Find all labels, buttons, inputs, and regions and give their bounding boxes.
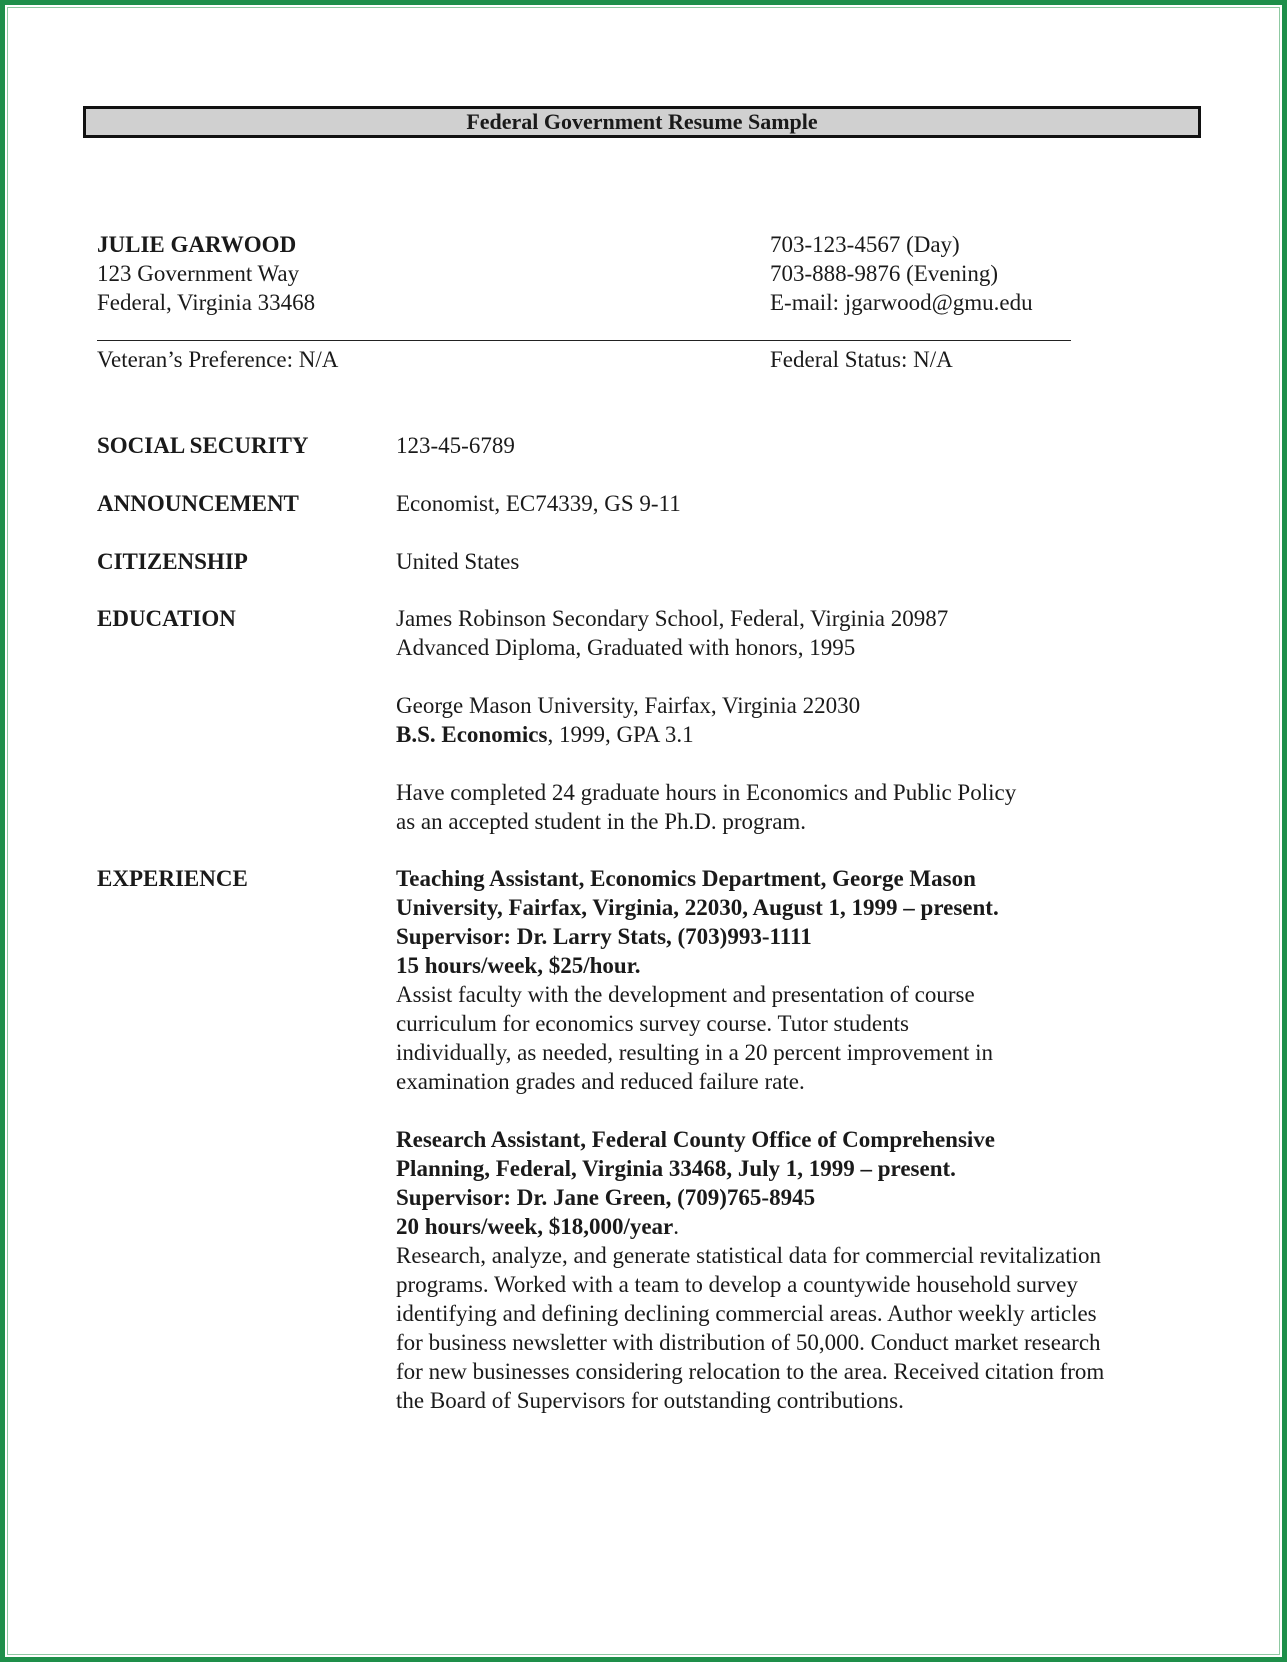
job-1-desc-line: examination grades and reduced failure rate. xyxy=(396,1069,805,1094)
job-1-hours: 15 hours/week, $25/hour. xyxy=(396,953,641,978)
education-note-line-2: as an accepted student in the Ph.D. program. xyxy=(396,809,807,834)
address-line-2: Federal, Virginia 33468 xyxy=(97,290,316,315)
job-2-supervisor: Supervisor: Dr. Jane Green, (709)765-8945 xyxy=(396,1185,816,1210)
phone-evening: 703-888-9876 (Evening) xyxy=(770,261,999,286)
job-2-desc-line: Research, analyze, and generate statistical data for commercial revitalization xyxy=(396,1243,1101,1268)
job-1-title-line-1: Teaching Assistant, Economics Department, George Mason xyxy=(396,866,976,891)
school-1-line-2: Advanced Diploma, Graduated with honors, 1995 xyxy=(396,635,856,660)
job-2-hours-suffix: . xyxy=(673,1214,680,1239)
announcement-label: ANNOUNCEMENT xyxy=(97,491,299,516)
education-details xyxy=(396,604,1016,836)
citizenship-value: United States xyxy=(396,549,520,574)
job-1-title-line-2: University, Fairfax, Virginia, 22030, August 1, 1999 – present. xyxy=(396,895,999,920)
education-label: EDUCATION xyxy=(97,606,236,631)
citizenship-label: CITIZENSHIP xyxy=(97,549,248,574)
job-1-desc-line: Assist faculty with the development and presentation of course xyxy=(396,982,975,1007)
job-2-title-line-1: Research Assistant, Federal County Office of Comprehensive xyxy=(396,1127,995,1152)
job-2-title-line-2: Planning, Federal, Virginia 33468, July 1, 1999 – present. xyxy=(396,1156,956,1181)
job-1-desc-line: individually, as needed, resulting in a 20 percent improvement in xyxy=(396,1040,993,1065)
federal-status: Federal Status: N/A xyxy=(770,347,953,372)
announcement-value: Economist, EC74339, GS 9-11 xyxy=(396,491,681,516)
job-2-desc-line: for business newsletter with distribution of 50,000. Conduct market research xyxy=(396,1330,1101,1355)
job-1-desc-line: curriculum for economics survey course. Tutor students xyxy=(396,1011,909,1036)
page-title xyxy=(83,106,1201,138)
job-2-hours-line xyxy=(396,1212,1104,1241)
email: E-mail: jgarwood@gmu.edu xyxy=(770,290,1033,315)
experience-details xyxy=(396,864,1104,1415)
experience-label: EXPERIENCE xyxy=(97,866,248,891)
school-2-degree: B.S. Economics xyxy=(396,722,548,747)
job-2-hours: 20 hours/week, $18,000/year xyxy=(396,1214,674,1239)
education-note-line-1: Have completed 24 graduate hours in Economics and Public Policy xyxy=(396,780,1017,805)
school-2-line-1: George Mason University, Fairfax, Virginia 22030 xyxy=(396,693,861,718)
school-2-details: , 1999, GPA 3.1 xyxy=(547,722,694,747)
address-line-1: 123 Government Way xyxy=(97,261,300,286)
page-title-text: Federal Government Resume Sample xyxy=(466,109,818,134)
social-security-value: 123-45-6789 xyxy=(396,433,515,458)
job-2-desc-line: for new businesses considering relocation to the area. Received citation from xyxy=(396,1359,1105,1384)
phone-day: 703-123-4567 (Day) xyxy=(770,232,960,257)
veterans-preference: Veteran’s Preference: N/A xyxy=(97,347,339,372)
school-2-line-2 xyxy=(396,720,1016,749)
job-2-desc-line: programs. Worked with a team to develop a countywide household survey xyxy=(396,1272,1078,1297)
job-2-desc-line: the Board of Supervisors for outstanding contributions. xyxy=(396,1388,904,1413)
social-security-label: SOCIAL SECURITY xyxy=(97,433,309,458)
job-2-desc-line: identifying and defining declining commercial areas. Author weekly articles xyxy=(396,1301,1097,1326)
job-1-supervisor: Supervisor: Dr. Larry Stats, (703)993-1111 xyxy=(396,924,812,949)
applicant-name: JULIE GARWOOD xyxy=(97,232,297,257)
header-divider xyxy=(97,340,1071,341)
job-1-hours-line xyxy=(396,951,1104,980)
school-1-line-1: James Robinson Secondary School, Federal, Virginia 20987 xyxy=(396,606,949,631)
